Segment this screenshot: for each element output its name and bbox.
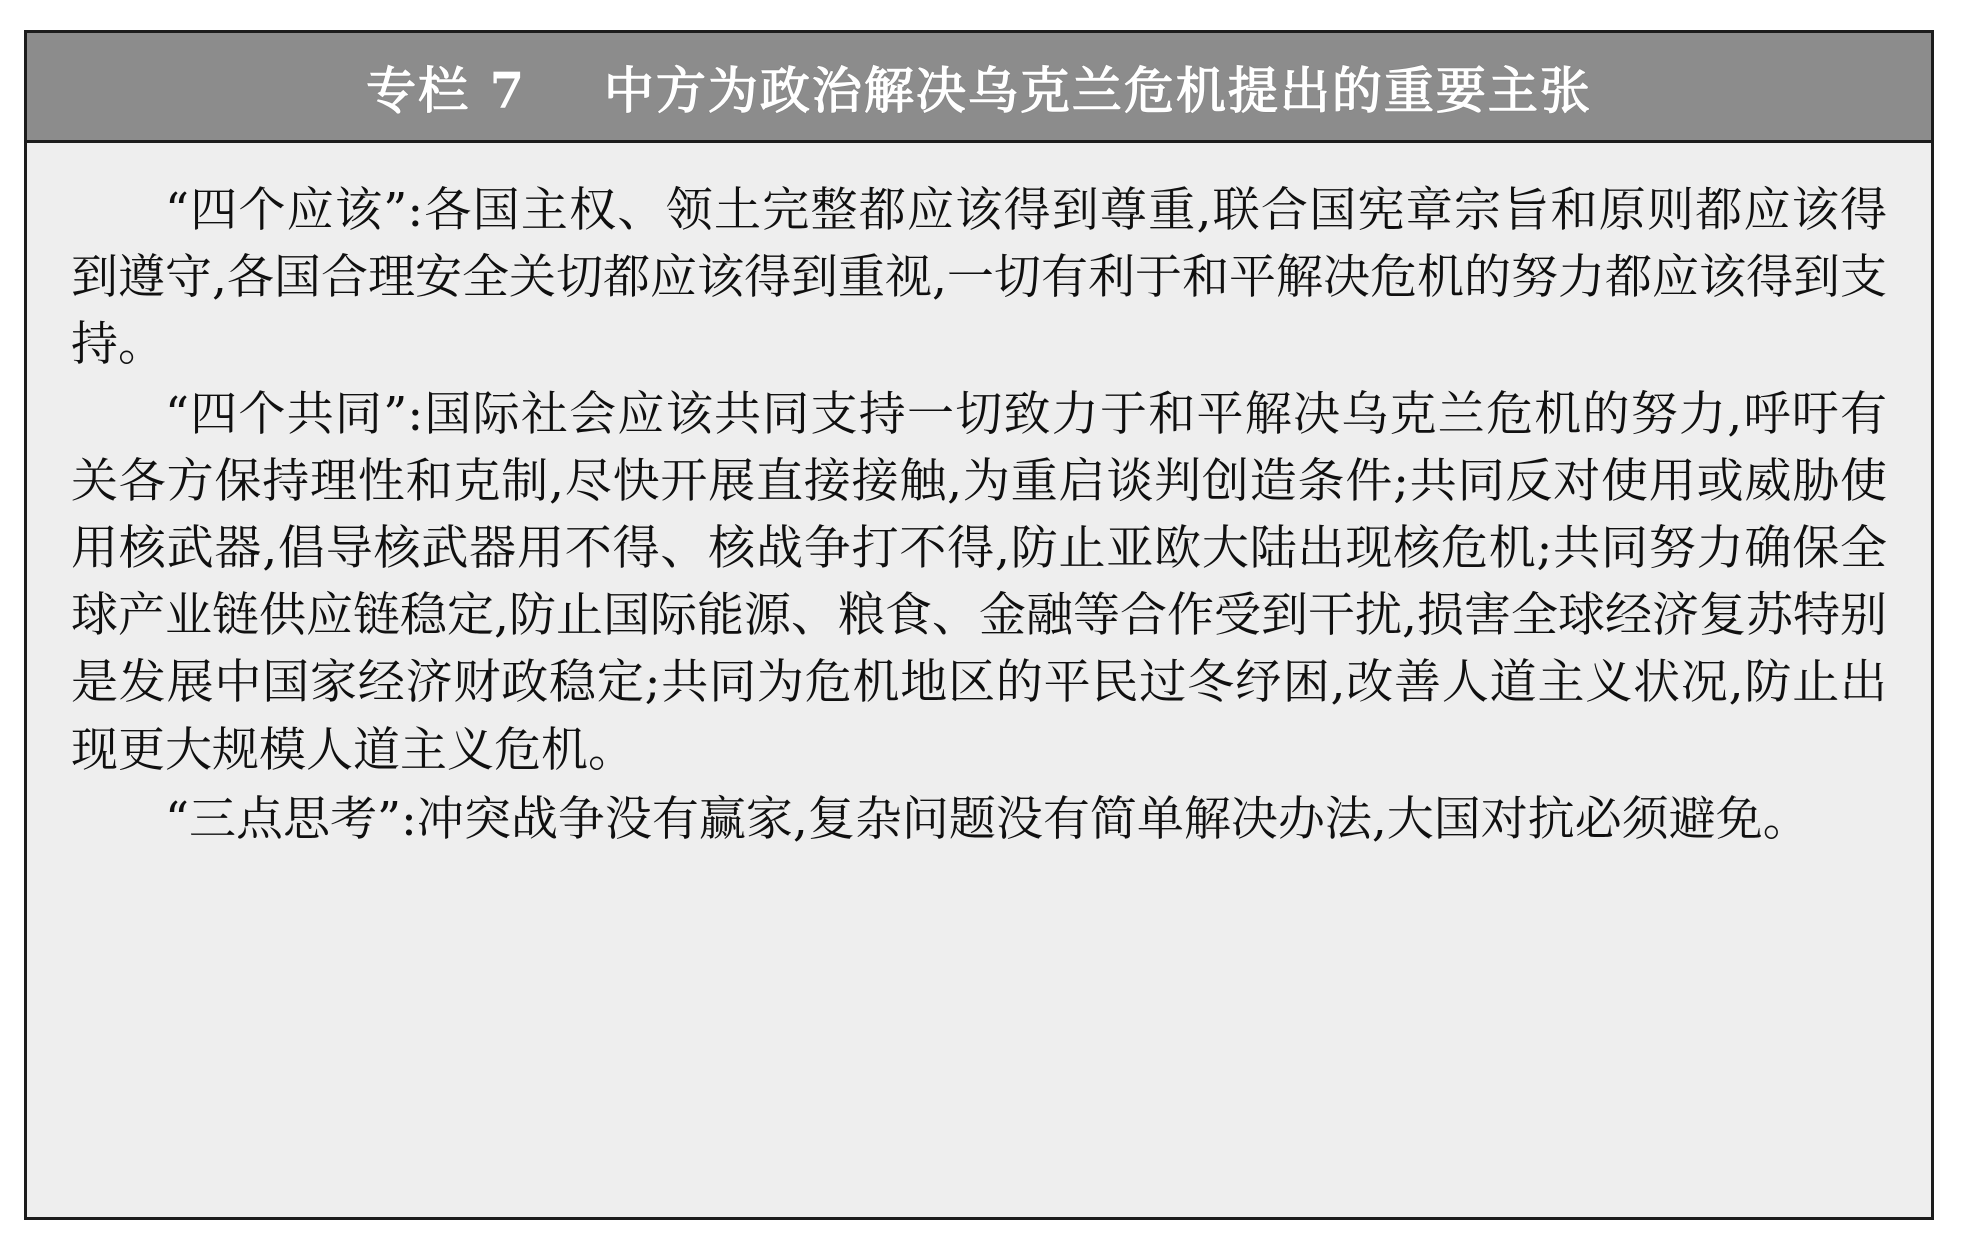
callout-box	[24, 30, 1934, 1220]
paragraph-2: “四个共同”:国际社会应该共同支持一切致力于和平解决乌克兰危机的努力,呼吁有关各方保持理性和克制,尽快开展直接接触,为重启谈判创造条件;共同反对使用或威胁使用核武器,倡导核武器用不得、核战争打不得,防止亚欧大陆出现核危机;共同努力确保全球产业链供应链稳定,防止国际能源、粮食、金融等合作受到干扰,损害全球经济复苏特别是发展中国家经济财政稳定;共同为危机地区的平民过冬纾困,改善人道主义状况,防止出现更大规模人道主义危机。	[71, 386, 1887, 778]
paragraph-1: “四个应该”:各国主权、领土完整都应该得到尊重,联合国宪章宗旨和原则都应该得到遵守,各国合理安全关切都应该得到重视,一切有利于和平解决危机的努力都应该得到支持。	[71, 183, 1887, 373]
callout-box-header	[27, 33, 1931, 143]
callout-box-title: 专栏 7 中方为政治解决乌克兰危机提出的重要主张	[366, 60, 1592, 120]
paragraph-3: “三点思考”:冲突战争没有赢家,复杂问题没有简单解决办法,大国对抗必须避免。	[165, 791, 1810, 847]
callout-box-body	[27, 143, 1931, 1217]
